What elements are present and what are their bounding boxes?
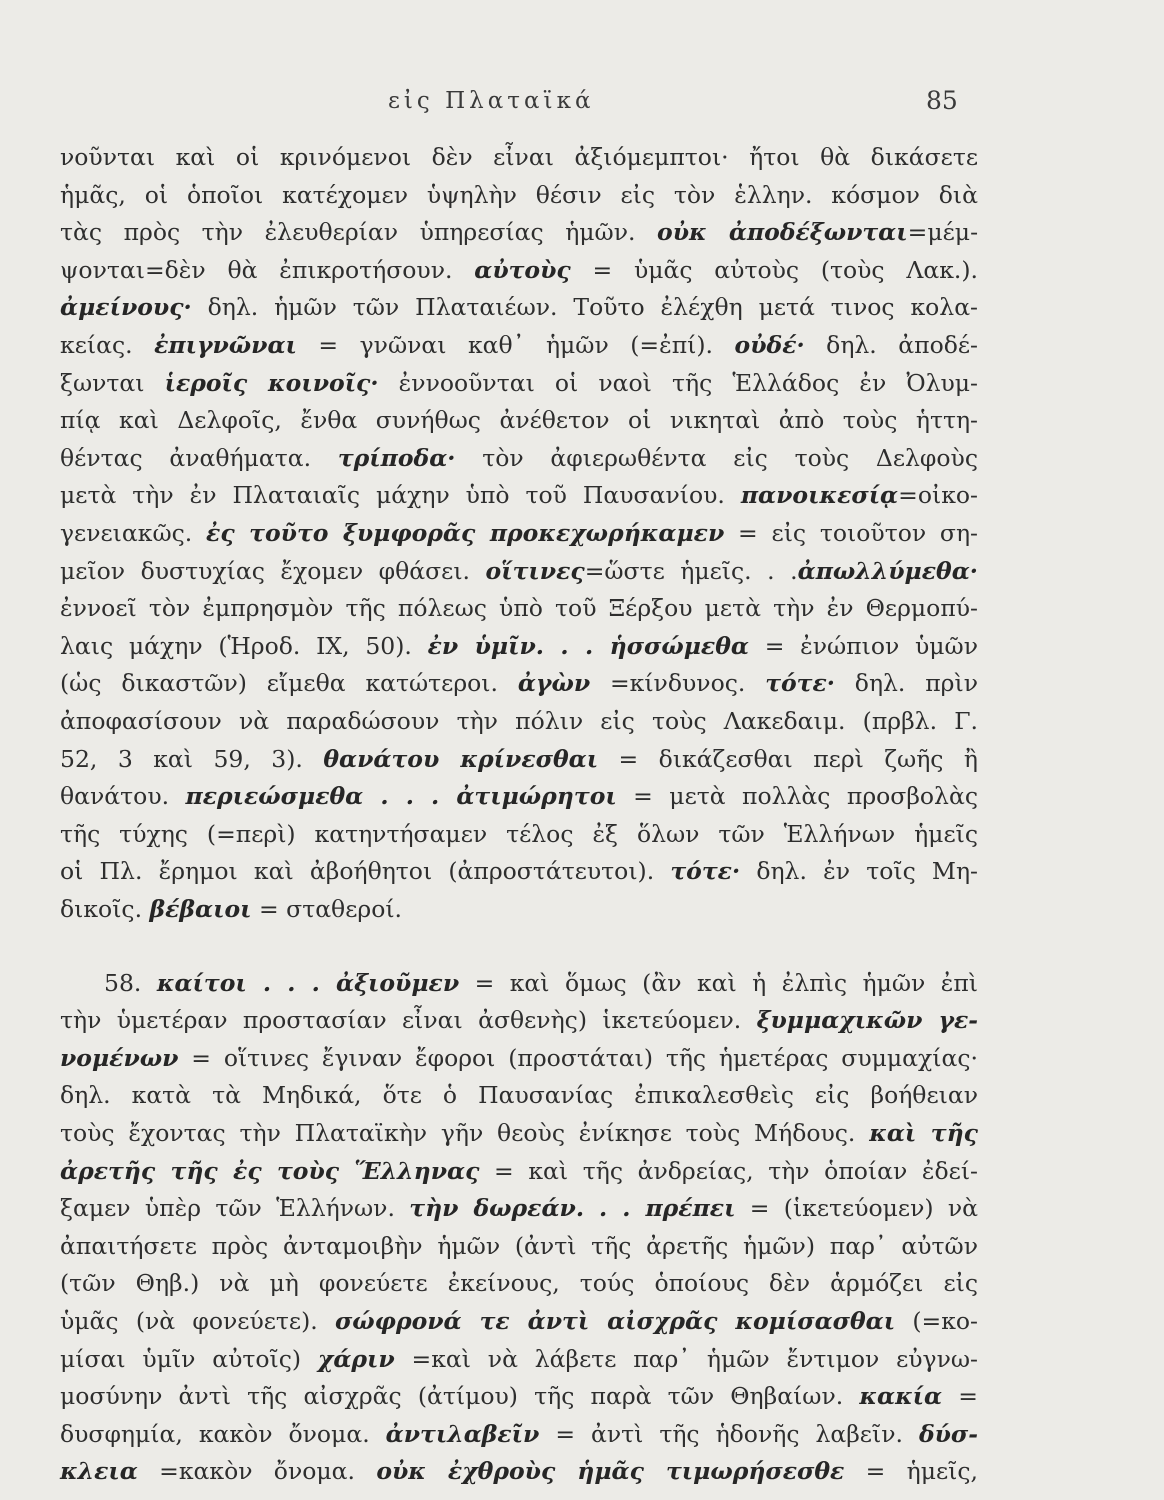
text-line: [60, 1419, 978, 1449]
text-line: [60, 217, 978, 247]
lemma: σώφρονά τε ἀντὶ αἰσχρᾶς κομίσασθαι: [334, 1307, 896, 1335]
lemma: τότε·: [765, 669, 835, 697]
lemma: οὐδέ·: [734, 331, 805, 359]
lemma: τρίποδα·: [337, 444, 456, 472]
gloss-text: 58.: [104, 969, 157, 997]
text-line: [60, 1080, 978, 1110]
gloss-text: ψονται=δὲν θὰ ἐπικροτήσουν.: [60, 256, 475, 284]
lemma: ἐς τοῦτο ξυμφορᾶς προκεχωρήκαμεν: [206, 519, 725, 547]
lemma: ξυμμαχικῶν γε-: [756, 1006, 978, 1034]
gloss-text: = ἀντὶ τῆς ἡδονῆς λαβεῖν.: [539, 1420, 919, 1448]
gloss-text: (τῶν Θηβ.) νὰ μὴ φονεύετε ἐκείνους, τούς ὁποίους δὲν ἁρμόζει εἰς: [60, 1269, 978, 1297]
gloss-text: κείας.: [60, 331, 155, 359]
lemma: ἐν ὑμῖν. . . ἡσσώμεθα: [427, 632, 749, 660]
gloss-text: = καὶ τῆς ἀνδρείας, τὴν ὁποίαν ἐδεί-: [479, 1157, 978, 1185]
text-line: [60, 1118, 978, 1148]
text-line: [60, 1193, 978, 1223]
gloss-text: = ὑμᾶς αὐτοὺς (τοὺς Λακ.).: [570, 256, 978, 284]
gloss-text: δηλ. ἀποδέ-: [804, 331, 979, 359]
gloss-text: = ἡμεῖς,: [844, 1457, 978, 1485]
gloss-text: = οἵτινες ἔγιναν ἔφοροι (προστάται) τῆς ἡμετέρας συμμαχίας·: [178, 1044, 978, 1072]
gloss-text: = ἐνώπιον ὑμῶν: [748, 632, 978, 660]
gloss-text: ἡμᾶς, οἱ ὁποῖοι κατέχομεν ὑψηλὴν θέσιν εἰς τὸν ἑλλην. κόσμον διὰ: [60, 181, 978, 209]
lemma: θανάτου κρίνεσθαι: [323, 745, 599, 773]
gloss-text: τοὺς ἔχοντας τὴν Πλαταϊκὴν γῆν θεοὺς ἐνίκησε τοὺς Μήδους.: [60, 1119, 870, 1147]
text-line: [60, 142, 978, 172]
gloss-text: =: [942, 1382, 979, 1410]
text-line: [60, 443, 978, 473]
text-line: [60, 1344, 978, 1374]
gloss-text: τὴν ὑμετέραν προστασίαν εἶναι ἀσθενὴς) ἱκετεύομεν.: [60, 1006, 757, 1034]
lemma: ἀγὼν: [517, 669, 591, 697]
gloss-text: =καὶ νὰ λάβετε παρ᾽ ἡμῶν ἔντιμον εὐγνω-: [394, 1345, 978, 1373]
lemma: ἀμείνους·: [60, 293, 192, 321]
text-line: [60, 706, 978, 736]
gloss-text: ἐννοοῦνται οἱ ναοὶ τῆς Ἑλλάδος ἐν Ὀλυμ-: [378, 369, 978, 397]
gloss-text: = (ἱκετεύομεν) νὰ: [735, 1194, 978, 1222]
page-number: 85: [926, 86, 958, 115]
gloss-text: μοσύνην ἀντὶ τῆς αἰσχρᾶς (ἀτίμου) τῆς παρὰ τῶν Θηβαίων.: [60, 1382, 860, 1410]
lemma: χάριν: [317, 1345, 395, 1373]
gloss-text: = μετὰ πολλὰς προσβολὰς: [616, 782, 978, 810]
gloss-text: μεῖον δυστυχίας ἔχομεν φθάσει.: [60, 557, 486, 585]
gloss-text: = γνῶναι καθ᾽ ἡμῶν (=ἐπί).: [296, 331, 735, 359]
gloss-text: ξαμεν ὑπὲρ τῶν Ἑλλήνων.: [60, 1194, 410, 1222]
text-line: [60, 668, 978, 698]
gloss-text: ἐννοεῖ τὸν ἐμπρησμὸν τῆς πόλεως ὑπὸ τοῦ Ξέρξου μετὰ τὴν ἐν Θερμοπύ-: [60, 594, 978, 622]
lemma: βέβαιοι: [149, 895, 252, 923]
text-line: [60, 856, 978, 886]
gloss-text: =οἰκο-: [898, 481, 978, 509]
lemma: περιεώσμεθα . . . ἀτιμώρητοι: [185, 782, 617, 810]
lemma: πανοικεσίᾳ: [740, 481, 899, 509]
gloss-text: δηλ. ἡμῶν τῶν Πλαταιέων. Τοῦτο ἐλέχθη μετά τινος κολα-: [191, 293, 978, 321]
lemma: οὐκ ἐχθροὺς ἡμᾶς τιμωρήσεσθε: [376, 1457, 845, 1485]
gloss-text: ἀποφασίσουν νὰ παραδώσουν τὴν πόλιν εἰς τοὺς Λακεδαιμ. (πρβλ. Γ.: [60, 707, 978, 735]
lemma: ἐπιγνῶναι: [154, 331, 297, 359]
text-line: [60, 744, 978, 774]
gloss-text: (=κο-: [895, 1307, 978, 1335]
text-line: [60, 1268, 978, 1298]
text-line: [60, 1381, 978, 1411]
gloss-text: = εἰς τοιοῦτον ση-: [724, 519, 978, 547]
running-head: [0, 88, 1164, 128]
gloss-text: λαις μάχην (Ἡροδ. IX, 50).: [60, 632, 428, 660]
text-line: [60, 1156, 978, 1186]
gloss-text: (ὡς δικαστῶν) εἴμεθα κατώτεροι.: [60, 669, 518, 697]
text-line: [60, 180, 978, 210]
gloss-text: μίσαι ὑμῖν αὐτοῖς): [60, 1345, 318, 1373]
gloss-text: τῆς τύχης (=περὶ) κατηντήσαμεν τέλος ἐξ ὅλων τῶν Ἑλλήνων ἡμεῖς: [60, 820, 978, 848]
lemma: τὴν δωρεάν. . . πρέπει: [409, 1194, 736, 1222]
text-line: [60, 1231, 978, 1261]
gloss-text: τὸν ἀφιερωθέντα εἰς τοὺς Δελφοὺς: [455, 444, 978, 472]
gloss-text: δικοῖς.: [60, 895, 150, 923]
text-line: [60, 1005, 978, 1035]
text-line: [60, 894, 402, 924]
text-line: [104, 968, 978, 998]
gloss-text: ξωνται: [60, 369, 165, 397]
text-line: [60, 518, 978, 548]
lemma: δύσ-: [918, 1420, 978, 1448]
gloss-text: =κακὸν ὄνομα.: [137, 1457, 377, 1485]
lemma: νομένων: [60, 1044, 179, 1072]
text-line: [60, 1306, 978, 1336]
text-line: [60, 1456, 978, 1486]
gloss-text: 52, 3 καὶ 59, 3).: [60, 745, 324, 773]
text-line: [60, 556, 978, 586]
lemma: κλεια: [60, 1457, 138, 1485]
text-line: [60, 368, 978, 398]
page-header-title: εἰς Πλαταϊκά: [388, 88, 595, 114]
gloss-text: =κίνδυνος.: [590, 669, 766, 697]
gloss-text: δηλ. ἐν τοῖς Μη-: [740, 857, 978, 885]
gloss-text: δηλ. πρὶν: [834, 669, 978, 697]
text-line: [60, 1043, 978, 1073]
lemma: αὐτοὺς: [474, 256, 571, 284]
gloss-text: ὑμᾶς (νὰ φονεύετε).: [60, 1307, 335, 1335]
gloss-text: οἱ Πλ. ἔρημοι καὶ ἀβοήθητοι (ἀπροστάτευτοι).: [60, 857, 671, 885]
gloss-text: = σταθεροί.: [251, 895, 403, 923]
lemma: ἀρετῆς τῆς ἐς τοὺς Ἕλληνας: [60, 1157, 480, 1185]
gloss-text: =μέμ-: [907, 218, 979, 246]
gloss-text: τὰς πρὸς τὴν ἐλευθερίαν ὑπηρεσίας ἡμῶν.: [60, 218, 658, 246]
lemma: οὐκ ἀποδέξωνται: [657, 218, 908, 246]
lemma: ἱεροῖς κοινοῖς·: [164, 369, 379, 397]
text-line: [60, 330, 978, 360]
gloss-text: δυσφημία, κακὸν ὄνομα.: [60, 1420, 386, 1448]
gloss-text: νοῦνται καὶ οἱ κρινόμενοι δὲν εἶναι ἀξιόμεμπτοι· ἤτοι θὰ δικάσετε: [60, 143, 978, 171]
text-line: [60, 781, 978, 811]
gloss-text: γενειακῶς.: [60, 519, 207, 547]
lemma: οἵτινες: [485, 557, 585, 585]
gloss-text: = καὶ ὅμως (ἂν καὶ ἡ ἐλπὶς ἡμῶν ἐπὶ: [459, 969, 979, 997]
text-line: [60, 593, 978, 623]
lemma: ἀπωλλύμεθα·: [797, 557, 978, 585]
lemma: καὶ τῆς: [869, 1119, 978, 1147]
text-line: [60, 292, 978, 322]
gloss-text: = δικάζεσθαι περὶ ζωῆς ἢ: [598, 745, 978, 773]
text-line: [60, 405, 978, 435]
text-line: [60, 480, 978, 510]
gloss-text: ἀπαιτήσετε πρὸς ἀνταμοιβὴν ἡμῶν (ἀντὶ τῆς ἀρετῆς ἡμῶν) παρ᾽ αὐτῶν: [60, 1232, 978, 1260]
gloss-text: μετὰ τὴν ἐν Πλαταιαῖς μάχην ὑπὸ τοῦ Παυσανίου.: [60, 481, 741, 509]
lemma: ἀντιλαβεῖν: [385, 1420, 540, 1448]
text-line: [60, 255, 978, 285]
text-line: [60, 819, 978, 849]
text-line: [60, 631, 978, 661]
gloss-text: =ὥστε ἡμεῖς. . .: [584, 557, 798, 585]
lemma: τότε·: [670, 857, 741, 885]
lemma: κακία: [859, 1382, 943, 1410]
gloss-text: θανάτου.: [60, 782, 186, 810]
lemma: καίτοι . . . ἀξιοῦμεν: [156, 969, 460, 997]
gloss-text: θέντας ἀναθήματα.: [60, 444, 338, 472]
gloss-text: δηλ. κατὰ τὰ Μηδικά, ὅτε ὁ Παυσανίας ἐπικαλεσθεὶς εἰς βοήθειαν: [60, 1081, 978, 1109]
gloss-text: πίᾳ καὶ Δελφοῖς, ἔνθα συνήθως ἀνέθετον οἱ νικηταὶ ἀπὸ τοὺς ἡττη-: [60, 406, 978, 434]
